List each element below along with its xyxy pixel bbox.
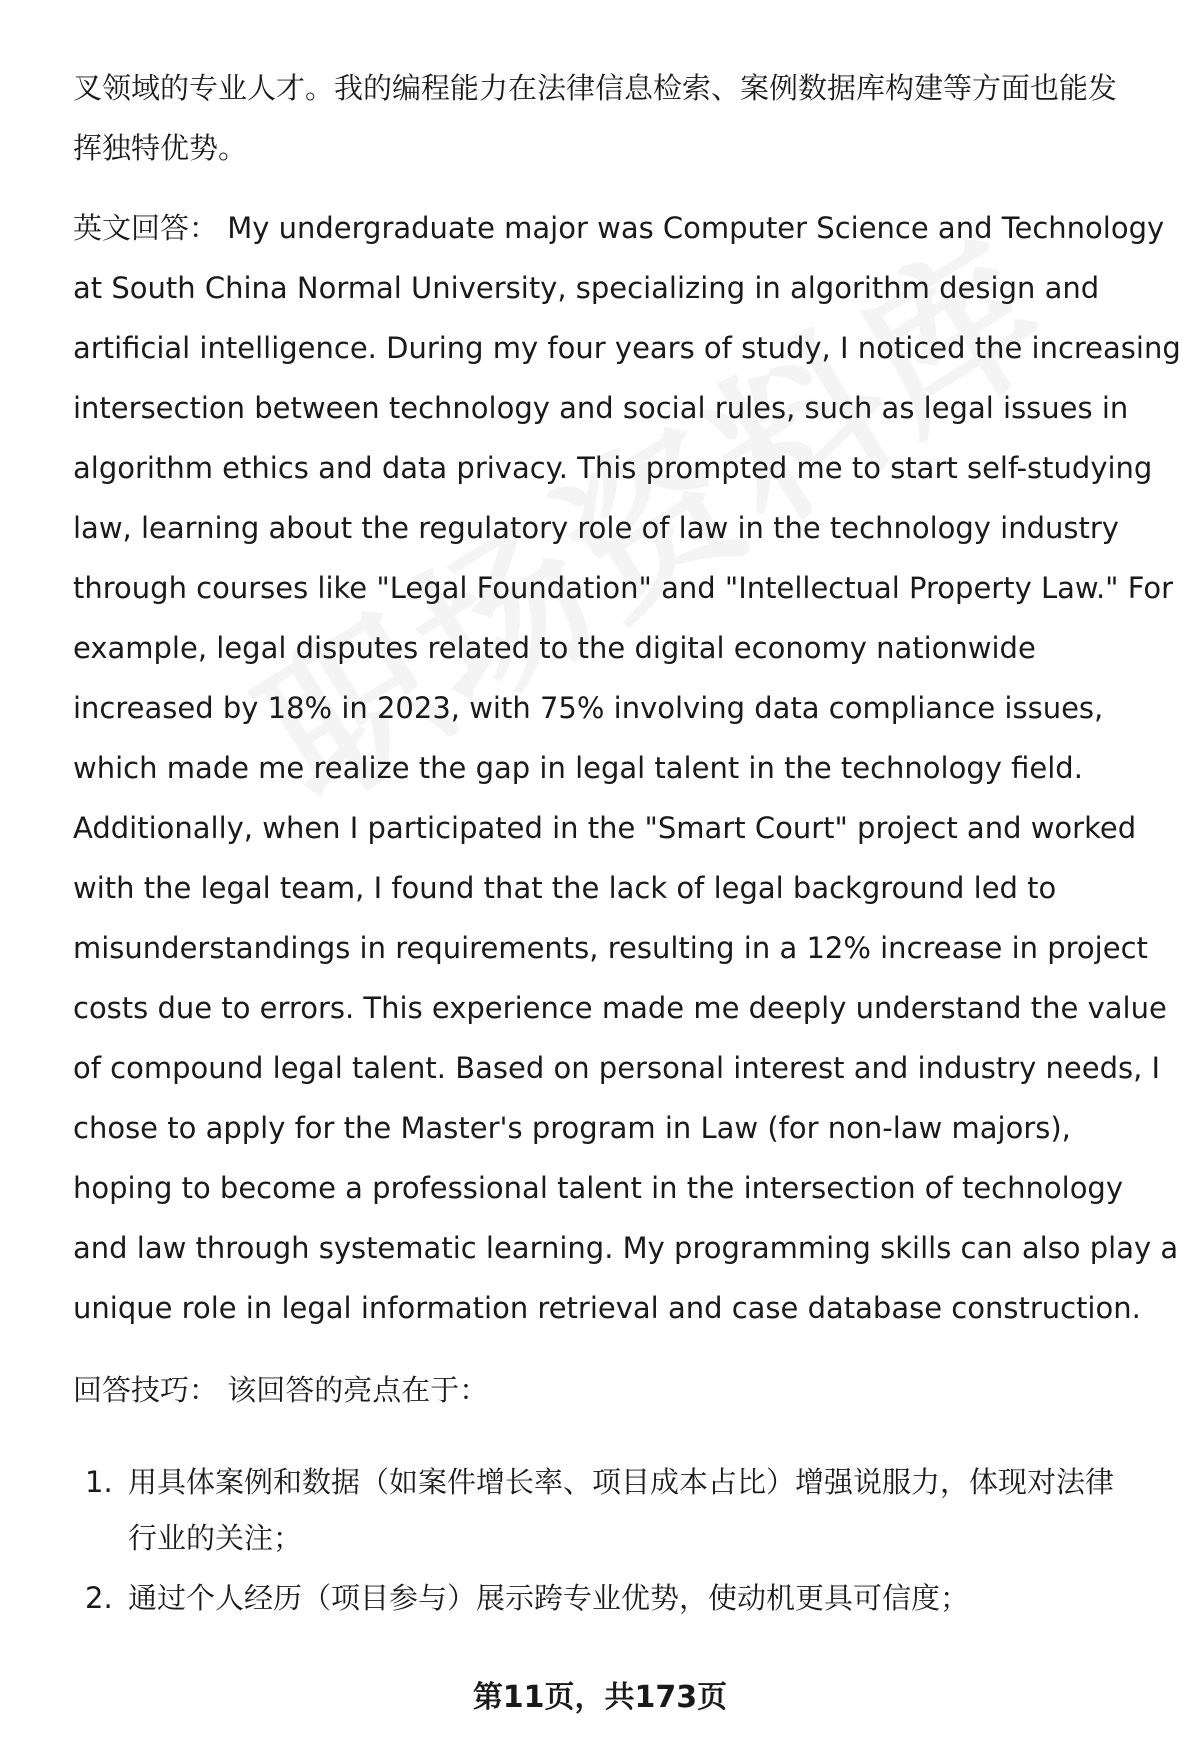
english-line: increased by 18% in 2023, with 75% involving data compliance issues, (73, 691, 1104, 725)
english-line: which made me realize the gap in legal talent in the technology field. (73, 751, 1083, 785)
english-line: hoping to become a professional talent in the intersection of technology (73, 1171, 1124, 1205)
english-line: and law through systematic learning. My programming skills can also play a (73, 1231, 1179, 1265)
list-item-line: 行业的关注； (128, 1521, 303, 1555)
english-line: unique role in legal information retrieval and case database construction. (73, 1291, 1141, 1325)
page-number-footer: 第11页，共173页 (472, 1680, 728, 1715)
english-line: law, learning about the regulatory role of law in the technology industry (73, 511, 1119, 545)
document-page (73, 58, 1181, 1630)
english-line: chose to apply for the Master's program in Law (for non-law majors), (73, 1111, 1071, 1145)
intro-line: 挥独特优势。 (73, 131, 248, 165)
list-item-line: 用具体案例和数据（如案件增长率、项目成本占比）增强说服力，体现对法律 (128, 1465, 1115, 1499)
list-item-number: 1. (85, 1465, 113, 1499)
english-line: of compound legal talent. Based on personal interest and industry needs, I (73, 1051, 1161, 1085)
english-line: example, legal disputes related to the digital economy nationwide (73, 631, 1036, 665)
english-line: at South China Normal University, specializing in algorithm design and (73, 271, 1100, 305)
list-item-number: 2. (85, 1581, 113, 1615)
list-item (73, 1570, 1163, 1626)
tips-heading: 回答技巧： 该回答的亮点在于： (73, 1373, 489, 1407)
english-answer-paragraph (73, 198, 1181, 1338)
list-item (73, 1454, 1163, 1566)
tips-list (73, 1454, 1163, 1626)
intro-paragraph (73, 58, 1163, 178)
list-item-line: 通过个人经历（项目参与）展示跨专业优势，使动机更具可信度； (128, 1581, 970, 1615)
english-line: 英文回答： My undergraduate major was Computer Science and Technology (73, 211, 1165, 245)
english-line: artificial intelligence. During my four years of study, I noticed the increasing (73, 331, 1181, 365)
english-line: algorithm ethics and data privacy. This prompted me to start self-studying (73, 451, 1153, 485)
english-line: with the legal team, I found that the lack of legal background led to (73, 871, 1057, 905)
english-line: intersection between technology and social rules, such as legal issues in (73, 391, 1129, 425)
english-line: Additionally, when I participated in the "Smart Court" project and worked (73, 811, 1137, 845)
english-line: costs due to errors. This experience made me deeply understand the value (73, 991, 1167, 1025)
english-line: through courses like "Legal Foundation" and "Intellectual Property Law." For (73, 571, 1174, 605)
english-line: misunderstandings in requirements, resulting in a 12% increase in project (73, 931, 1148, 965)
intro-line: 叉领域的专业人才。我的编程能力在法律信息检索、案例数据库构建等方面也能发 (73, 71, 1118, 105)
